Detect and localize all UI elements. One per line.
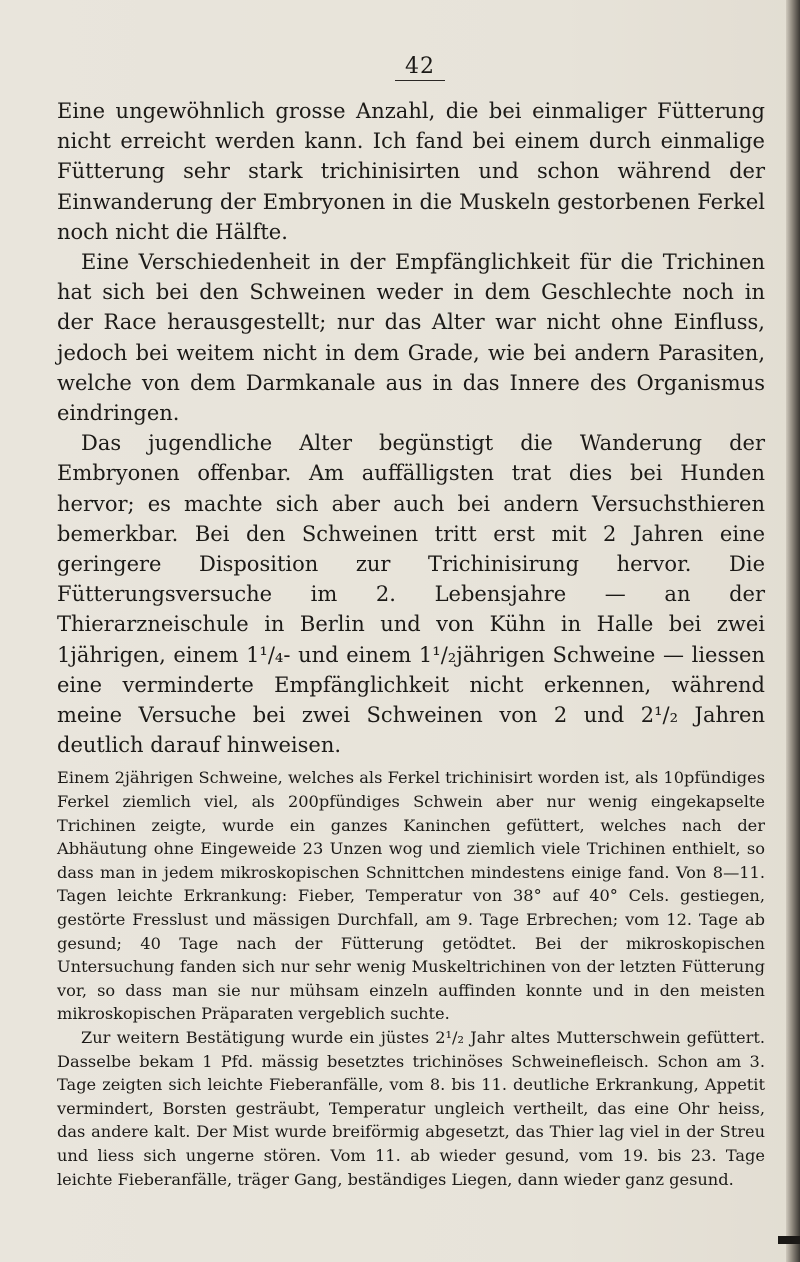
main-text	[57, 96, 765, 760]
paragraph-2: Eine Verschiedenheit in der Empfänglichkeit für die Trichinen hat sich bei den Schweinen weder in dem Geschlechte noch in der Race herausgestellt; nur das Alter war nicht ohne Einfluss, jedoch bei weitem nicht in dem Grade, wie bei andern Parasiten, welche von dem Darmkanale aus in das Innere des Organismus eindringen.	[57, 250, 765, 426]
paragraph-1: Eine ungewöhnlich grosse Anzahl, die bei einmaliger Fütterung nicht erreicht werden kann. Ich fand bei einem durch einmalige Fütterung sehr stark trichinisirten und schon während der Einwanderung der Embryonen in die Muskeln gestorbenen Ferkel noch nicht die Hälfte.	[57, 99, 765, 244]
page-edge-mark	[778, 1236, 800, 1244]
page-number: 42	[395, 54, 445, 81]
page-number-row	[0, 54, 800, 81]
page-edge-shadow	[786, 0, 800, 1262]
page-body	[57, 96, 765, 1191]
case-note-1: Einem 2jährigen Schweine, welches als Ferkel trichinisirt worden ist, als 10pfündiges Ferkel ziemlich viel, als 200pfündiges Schwein aber nur wenig eingekapselte Trichinen zeigte, wurde ein ganzes Kaninchen gefüttert, welches nach der Abhäutung ohne Eingeweide 23 Unzen wog und ziemlich viele Trichinen enthielt, so dass man in jedem mikroskopischen Schnittchen mindestens einige fand. Von 8—11. Tagen leichte Erkrankung: Fieber, Temperatur von 38° auf 40° Cels. gestiegen, gestörte Fresslust und mässigen Durchfall, am 9. Tage Erbrechen; vom 12. Tage ab gesund; 40 Tage nach der Fütterung getödtet. Bei der mikroskopischen Untersuchung fanden sich nur sehr wenig Muskeltrichinen von der letzten Fütterung vor, so dass man sie nur mühsam einzeln auffinden konnte und in den meisten mikroskopischen Präparaten vergeblich suchte.	[57, 768, 765, 1024]
case-notes	[57, 766, 765, 1191]
paragraph-3: Das jugendliche Alter begünstigt die Wanderung der Embryonen offenbar. Am auffälligsten trat dies bei Hunden hervor; es machte sich aber auch bei andern Versuchsthieren bemerkbar. Bei den Schweinen tritt erst mit 2 Jahren eine geringere Disposition zur Trichinisirung hervor. Die Fütterungsversuche im 2. Lebensjahre — an der Thierarzneischule in Berlin und von Kühn in Halle bei zwei 1jährigen, einem 1¹/₄- und einem 1¹/₂jährigen Schweine — liessen eine verminderte Empfänglichkeit nicht erkennen, während meine Versuche bei zwei Schweinen von 2 und 2¹/₂ Jahren deutlich darauf hinweisen.	[57, 431, 765, 758]
case-note-2: Zur weitern Bestätigung wurde ein jüstes 2¹/₂ Jahr altes Mutterschwein gefüttert. Dasselbe bekam 1 Pfd. mässig besetztes trichinöses Schweinefleisch. Schon am 3. Tage zeigten sich leichte Fieberanfälle, vom 8. bis 11. deutliche Erkrankung, Appetit vermindert, Borsten gesträubt, Temperatur ungleich vertheilt, das eine Ohr heiss, das andere kalt. Der Mist wurde breiförmig abgesetzt, das Thier lag viel in der Streu und liess sich ungerne stören. Vom 11. ab wieder gesund, vom 19. bis 23. Tage leichte Fieberanfälle, träger Gang, beständiges Liegen, dann wieder ganz gesund.	[57, 1028, 765, 1189]
